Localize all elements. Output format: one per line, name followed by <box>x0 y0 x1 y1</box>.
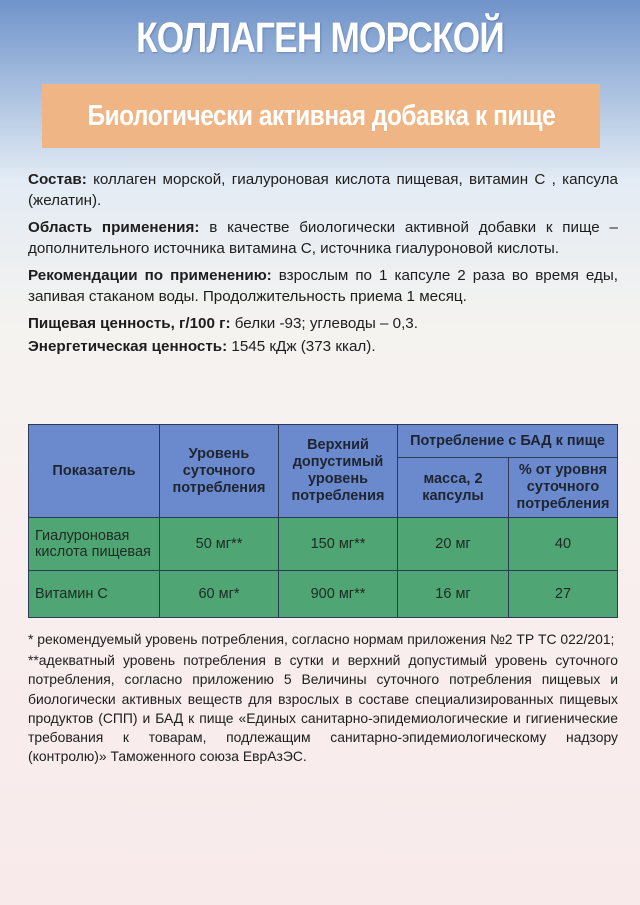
footnotes <box>28 630 618 768</box>
footnote-1: * рекомендуемый уровень потребления, согласно нормам приложения №2 ТР ТС 022/201; <box>28 631 615 647</box>
nutrition-table <box>28 424 618 618</box>
footnote-2: **адекватный уровень потребления в сутки и верхний допустимый уровень суточного потребления, согласно приложению 5 Величины суточного потребления пищевых и биологически активных веществ для взрослых в составе специализированных пищевых продуктов (СПП) и БАД к пище «Единых санитарно-эпидемиологические и гигиенические требования к товарам, подлежащим санитарно-эпидемиологическому надзору (контролю)» Таможенного союза ЕврАзЭС. <box>28 652 618 765</box>
header-bad-consumption: Потребление с БАД к пище <box>398 425 618 458</box>
energy-paragraph <box>28 337 618 358</box>
row-percent: 40 <box>509 518 618 571</box>
usage-paragraph <box>28 218 618 259</box>
nutrition-paragraph <box>28 314 618 335</box>
page-title: КОЛЛАГЕН МОРСКОЙ <box>136 14 504 62</box>
row-name: Витамин С <box>29 571 160 618</box>
row-mass: 16 мг <box>398 571 509 618</box>
composition-paragraph <box>28 170 618 211</box>
table-row <box>29 571 618 618</box>
header-upper-level: Верхний допустимый уровень потребления <box>279 425 398 518</box>
product-info <box>28 170 618 364</box>
subtitle-banner <box>42 84 600 148</box>
row-upper: 150 мг** <box>279 518 398 571</box>
header-indicator: Показатель <box>29 425 160 518</box>
subtitle: Биологически активная добавка к пище <box>87 99 555 132</box>
recommend-paragraph <box>28 266 618 307</box>
energy-label: Энергетическая ценность: <box>28 337 228 355</box>
header-mass: масса, 2 капсулы <box>398 458 509 518</box>
usage-label: Область применения: <box>28 219 200 236</box>
composition-text: коллаген морской, гиалуроновая кислота пищевая, витамин С , капсула (желатин). <box>28 171 618 209</box>
recommend-text: взрослым по 1 капсуле 2 раза во время еды, запивая стаканом воды. Продолжительность приема 1 месяц. <box>28 267 618 305</box>
composition-label: Состав: <box>28 171 87 188</box>
energy-text: 1545 кДж (373 ккал). <box>227 337 376 355</box>
row-daily: 50 мг** <box>160 518 279 571</box>
row-percent: 27 <box>509 571 618 618</box>
row-name: Гиалуроновая кислота пищевая <box>29 518 160 571</box>
recommend-label: Рекомендации по применению: <box>28 267 272 284</box>
usage-text: в качестве биологически активной добавки к пище – дополнительного источника витамина С, источника гиалуроновой кислоты. <box>28 219 618 257</box>
nutrition-label: Пищевая ценность, г/100 г: <box>28 315 231 332</box>
row-daily: 60 мг* <box>160 571 279 618</box>
row-upper: 900 мг** <box>279 571 398 618</box>
row-mass: 20 мг <box>398 518 509 571</box>
nutrition-text: белки -93; углеводы – 0,3. <box>230 315 418 332</box>
header-daily-level: Уровень суточного потребления <box>160 425 279 518</box>
table-row <box>29 518 618 571</box>
header-percent: % от уровня суточного потребления <box>509 458 618 518</box>
